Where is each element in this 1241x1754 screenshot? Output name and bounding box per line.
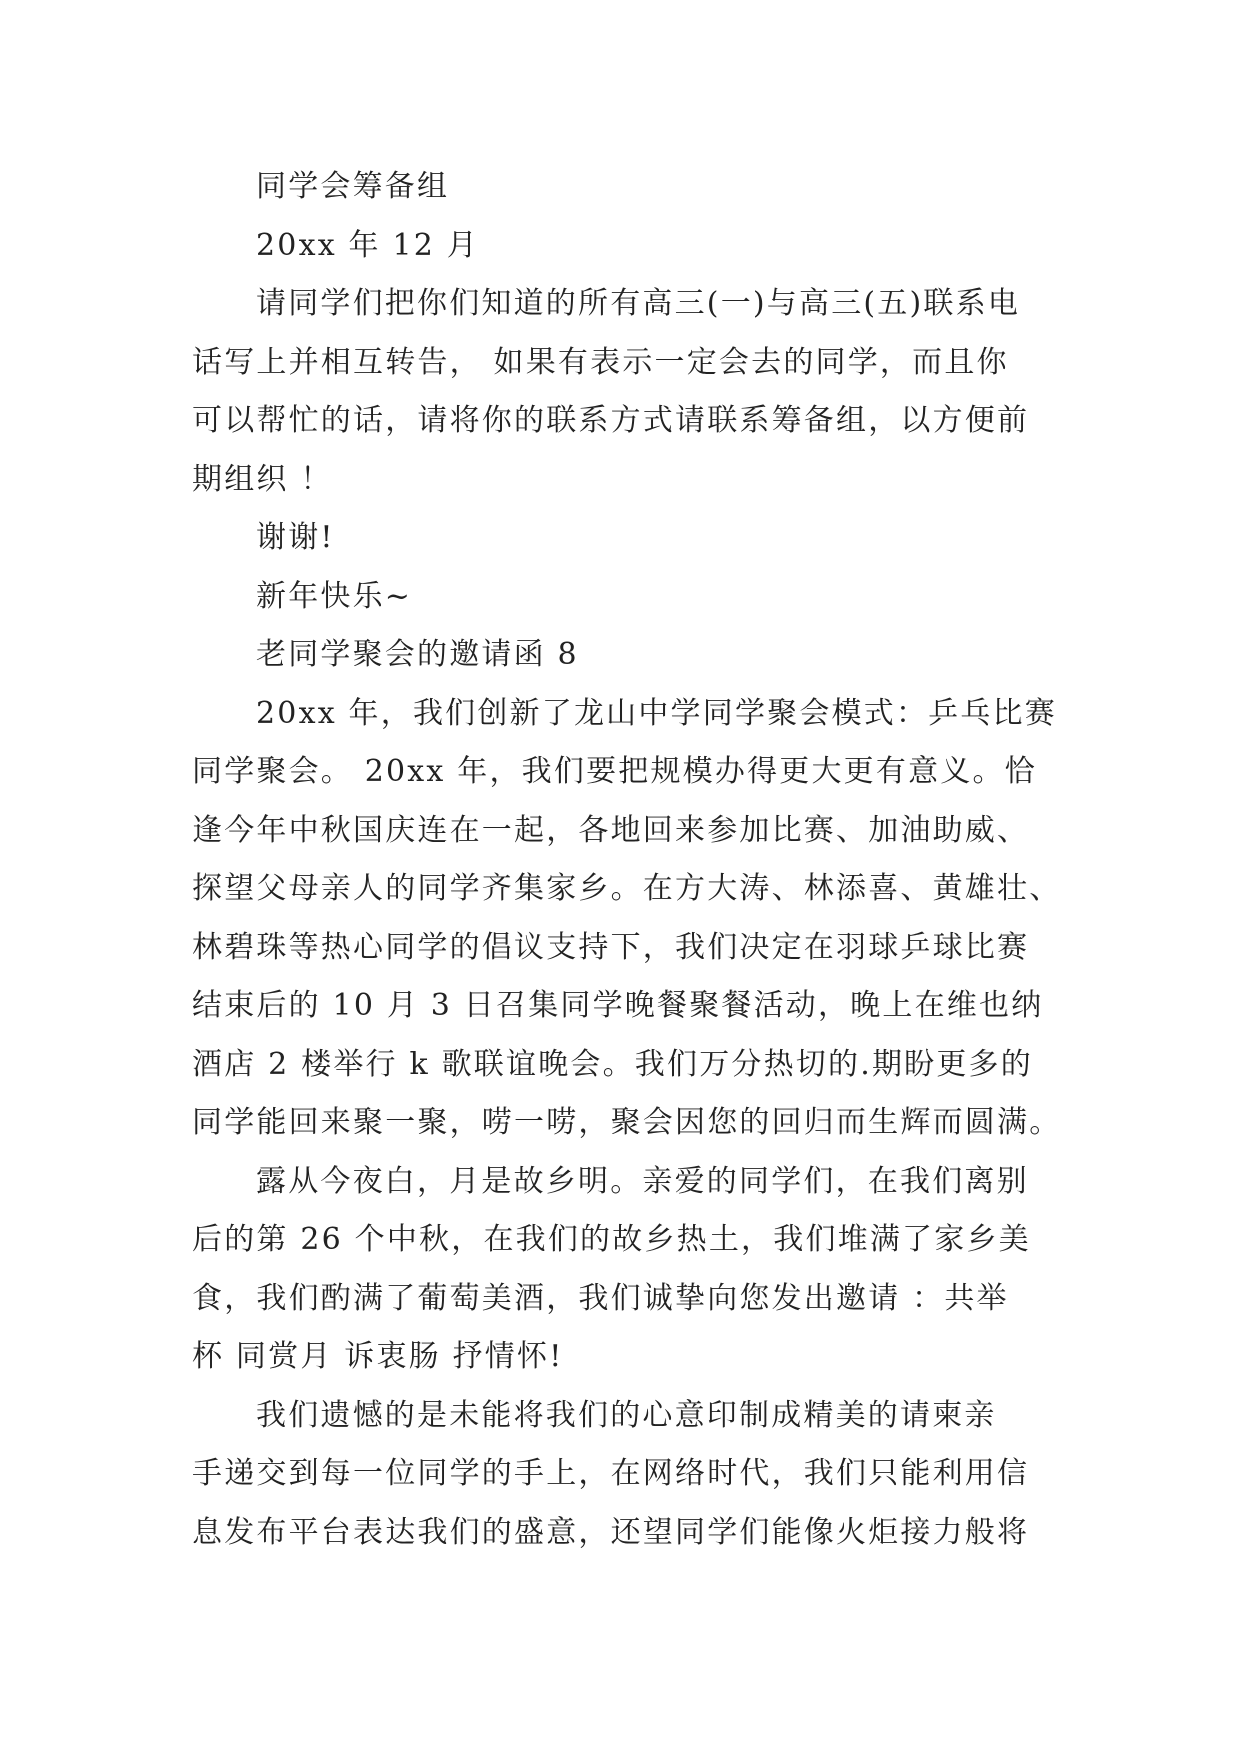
thanks-line: 谢谢!	[256, 520, 335, 555]
paragraph-line: 林碧珠等热心同学的倡议支持下，我们决定在羽球乒球比赛	[192, 929, 1030, 965]
paragraph-line: 同学能回来聚一聚，唠一唠，聚会因您的回归而生辉而圆满。	[192, 1105, 1062, 1140]
paragraph-line: 同学聚会。 20xx 年，我们要把规模办得更大更有意义。恰	[192, 754, 1037, 789]
paragraph-line: 杯 同赏月 诉衷肠 抒情怀!	[192, 1339, 564, 1374]
paragraph-line: 20xx 年，我们创新了龙山中学同学聚会模式：乒乓比赛	[256, 695, 1057, 731]
paragraph-line: 手递交到每一位同学的手上，在网络时代，我们只能利用信	[192, 1456, 1030, 1491]
paragraph-line: 后的第 26 个中秋，在我们的故乡热土，我们堆满了家乡美	[192, 1222, 1031, 1257]
signature-organizer: 同学会筹备组	[256, 169, 450, 204]
signature-date: 20xx 年 12 月	[256, 227, 479, 263]
document-body	[192, 158, 1062, 1562]
paragraph-line: 食，我们酌满了葡萄美酒，我们诚挚向您发出邀请 ：共举	[192, 1280, 1009, 1316]
paragraph-line: 请同学们把你们知道的所有高三(一)与高三(五)联系电	[256, 286, 1021, 321]
paragraph-line: 可以帮忙的话，请将你的联系方式请联系筹备组，以方便前	[192, 403, 1030, 438]
paragraph-line: 露从今夜白，月是故乡明。亲爱的同学们，在我们离别	[256, 1163, 1029, 1199]
paragraph-line: 探望父母亲人的同学齐集家乡。在方大涛、林添喜、黄雄壮、	[192, 871, 1062, 906]
paragraph-line: 我们遗憾的是未能将我们的心意印制成精美的请柬亲	[256, 1397, 997, 1433]
paragraph-line: 话写上并相互转告， 如果有表示一定会去的同学，而且你	[192, 344, 1009, 380]
paragraph-line: 期组织 ！	[192, 461, 333, 497]
greeting-line: 新年快乐~	[256, 578, 413, 614]
paragraph-line: 酒店 2 楼举行 k 歌联谊晚会。我们万分热切的.期盼更多的	[192, 1046, 1033, 1082]
paragraph-line: 结束后的 10 月 3 日召集同学晚餐聚餐活动，晚上在维也纳	[192, 988, 1044, 1023]
section-heading: 老同学聚会的邀请函 8	[256, 637, 579, 672]
paragraph-line: 逢今年中秋国庆连在一起，各地回来参加比赛、加油助威、	[192, 812, 1030, 848]
paragraph-line: 息发布平台表达我们的盛意，还望同学们能像火炬接力般将	[192, 1514, 1030, 1550]
